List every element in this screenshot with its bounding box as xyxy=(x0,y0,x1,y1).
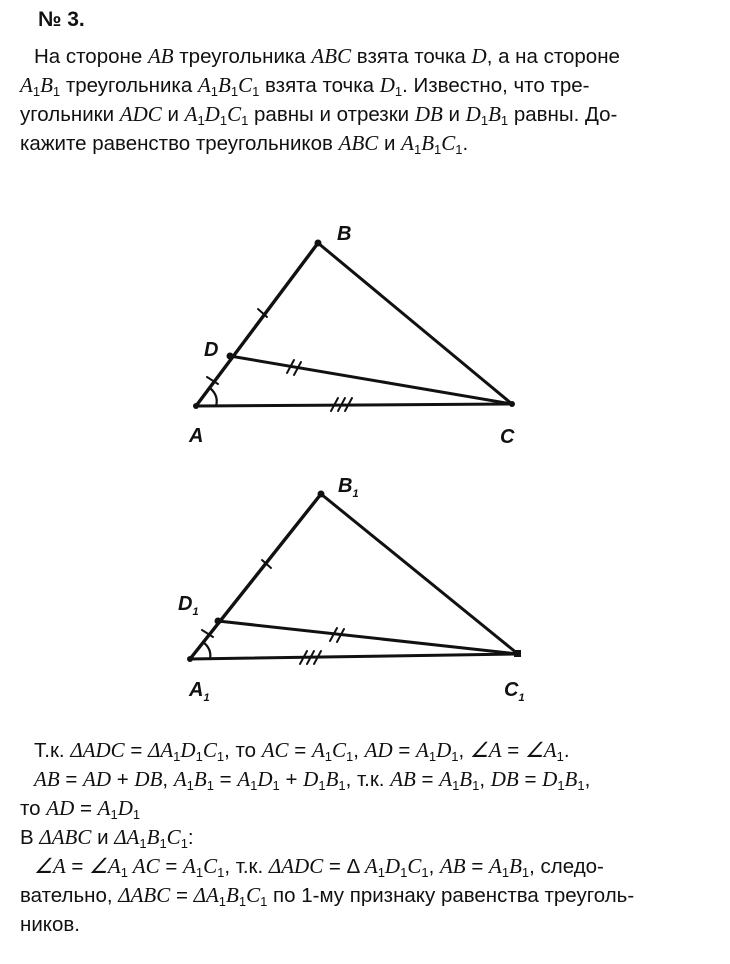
triangle-abc-figure xyxy=(193,240,515,412)
label-a: A xyxy=(189,425,204,447)
statement-line-3: угольники ADC и $A_1D_1C_1$ равны и отрезки DB и $D_1B_1$ равны. До- xyxy=(20,102,618,128)
label-d: D xyxy=(204,339,219,361)
side-bc xyxy=(318,243,512,404)
problem-number: № 3. xyxy=(38,8,85,31)
point-c1 xyxy=(514,650,521,657)
solution-line-6: вательно, $\Delta ABC = \Delta A_1B_1C_1$ по 1-му признаку равенства треуголь- xyxy=(20,883,635,909)
solution-line-3: то AD = $A_1D_1$ xyxy=(20,796,141,822)
segment-dc xyxy=(230,356,512,404)
solution-line-7: ников. xyxy=(20,913,80,936)
angle-a-arc xyxy=(210,388,217,406)
statement-line-4: кажите равенство треугольников ABC и $A_1B_1C_1$. xyxy=(20,131,469,157)
label-c1: $C_1$ xyxy=(504,679,525,704)
point-a1 xyxy=(187,656,193,662)
point-a xyxy=(193,403,199,409)
solution-text xyxy=(20,736,710,939)
solution-line-2: AB = AD + DB, $A_1B_1 = A_1D_1 + D_1B_1$, т.к. AB = $A_1B_1$, DB = $D_1B_1$, xyxy=(34,767,591,793)
point-d xyxy=(227,353,234,360)
segment-d1c1 xyxy=(218,621,518,654)
solution-line-1: Т.к. $\Delta ADC = \Delta A_1D_1C_1$, то AC = $A_1C_1$, AD = $A_1D_1$, ∠A = $\angle A_1$. xyxy=(34,738,570,764)
side-ac xyxy=(196,404,512,406)
point-c xyxy=(509,401,515,407)
triangle-a1b1c1-figure xyxy=(187,491,521,665)
angle-a1-arc xyxy=(203,642,210,659)
point-b xyxy=(315,240,322,247)
point-b1 xyxy=(318,491,325,498)
label-a1: $A_1$ xyxy=(189,679,210,704)
side-b1c1 xyxy=(321,494,518,654)
solution-line-4: В ΔABC и $\Delta A_1B_1C_1$: xyxy=(20,825,194,851)
label-d1: $D_1$ xyxy=(178,593,199,618)
statement-line-2: $A_1B_1$ треугольника $A_1B_1C_1$ взята точка $D_1$. Известно, что тре- xyxy=(20,73,590,99)
point-d1 xyxy=(215,618,222,625)
label-c: C xyxy=(500,426,515,448)
side-a1c1 xyxy=(190,654,518,659)
solution-line-5: ∠A = $\angle A_1$ AC = $A_1C_1$, т.к. ΔADC = Δ $A_1D_1C_1$, AB = $A_1B_1$, следо- xyxy=(34,854,604,880)
label-b1: $B_1$ xyxy=(338,475,359,500)
statement-line-1: На стороне AB треугольника ABC взята точка D, а на стороне xyxy=(34,44,620,68)
label-b: B xyxy=(337,223,352,245)
